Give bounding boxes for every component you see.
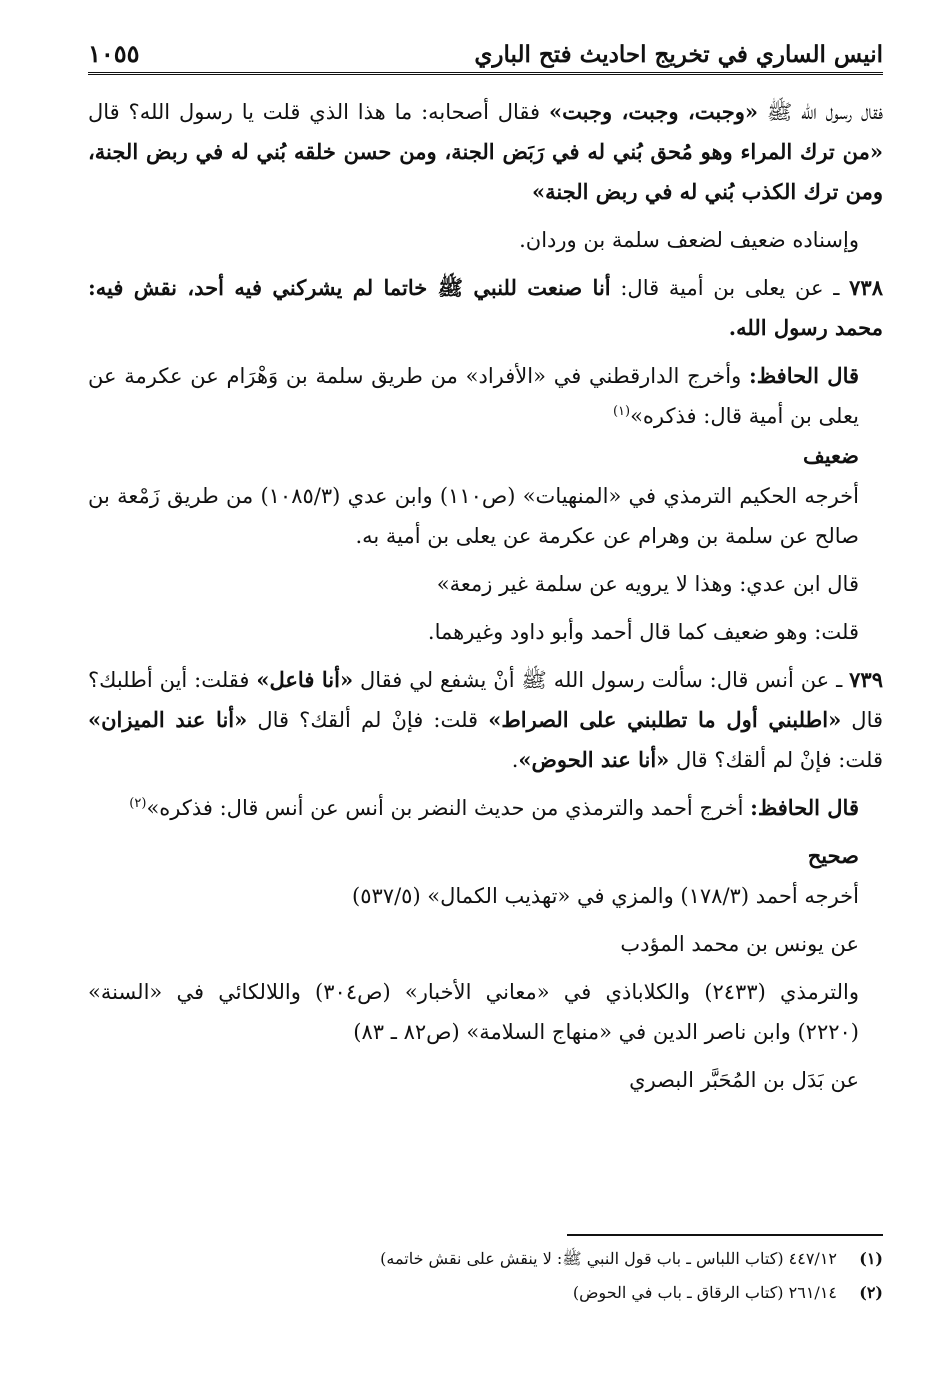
footnote-text: ٤٤٧/١٢ (كتاب اللباس ـ باب قول النبي ﷺ: لا ينقش على نقش خاتمه)	[380, 1249, 837, 1268]
text-span: فقال أصحابه: ما هذا الذي قلت يا رسول الله؟ قال	[88, 100, 549, 124]
footnote-item	[88, 1242, 883, 1276]
hafiz-label: قال الحافظ:	[749, 363, 860, 388]
takhrij-line: عن بَدَل بن المُحَبَّر البصري	[629, 1068, 859, 1092]
footnotes	[88, 1242, 883, 1310]
footnote-ref[interactable]: (١)	[612, 404, 631, 419]
prophetic-saying: «أنا عند الميزان»	[88, 707, 248, 732]
prophetic-saying: «وجبت، وجبت، وجبت»	[548, 99, 758, 124]
takhrij-line: والترمذي (٢٤٣٣) والكلاباذي في «معاني الأخبار» (ص٣٠٤) واللالكائي في «السنة» (٢٢٢٠) وابن ناصر الدين في «منهاج السلامة» (ص٨٢ ـ ٨٣)	[88, 980, 860, 1044]
footnote-number: (١)	[859, 1249, 883, 1268]
text-span: أخرج أحمد والترمذي من حديث النضر بن أنس عن أنس قال: فذكره»	[146, 796, 751, 820]
prophetic-saying: «اطلبني أول ما تطلبني على الصراط»	[488, 707, 842, 732]
prophetic-saying: «أنا فاعل»	[256, 667, 354, 692]
footnote-item	[88, 1276, 883, 1310]
hafiz-comment-739	[88, 788, 883, 828]
text-span: وأخرج الدارقطني في «الأفراد» من طريق سلمة بن وَهْرَام عن عكرمة عن يعلى بن أمية قال: فذكره»	[88, 364, 859, 428]
text-span: قلت: فإنْ لم ألقك؟ قال	[669, 748, 883, 772]
hafiz-comment-738	[88, 356, 883, 436]
page-body	[88, 92, 883, 1100]
prophetic-saying: «من ترك المراء وهو مُحق بُني له في رَبَض الجنة، ومن حسن خلقه بُني له في ربض الجنة، ومن ترك الكذب بُني له في ربض الجنة»	[88, 139, 883, 204]
grade-label: ضعيف	[802, 443, 859, 468]
author-comment: قلت: وهو ضعيف كما قال أحمد وأبو داود وغيرهما.	[427, 620, 859, 644]
running-header	[88, 28, 883, 75]
footnote-ref[interactable]: (٢)	[129, 796, 147, 811]
grade-label: صحيح	[807, 843, 859, 868]
hadith-739	[88, 660, 883, 780]
hadith-text: أنا صنعت للنبي ﷺ خاتما لم يشركني فيه أحد، نقش فيه: محمد رسول الله.	[88, 275, 883, 340]
page-number: ١٠٥٥	[88, 39, 140, 68]
text-span: فقال رسول الله ﷺ	[757, 100, 884, 124]
book-title: انيس الساري في تخريج احاديث فتح الباري	[474, 41, 883, 68]
text-span: ـ عن يعلى بن أمية قال:	[610, 276, 850, 300]
prophetic-saying: «أنا عند الحوض»	[518, 747, 670, 772]
takhrij-738: أخرجه الحكيم الترمذي في «المنهيات» (ص١١٠) وابن عدي (١٠٨٥/٣) من طريق زَمْعة بن صالح عن سلمة بن وهرام عن عكرمة عن يعلى بن أمية به.	[88, 484, 859, 548]
text-span: قلت: فإنْ لم ألقك؟ قال	[247, 708, 489, 732]
text-span: فقلت: أين أطلبك؟ قال	[88, 668, 884, 732]
hadith-738	[88, 268, 883, 348]
text-span: ـ عن أنس قال: سألت رسول الله ﷺ أنْ يشفع لي فقال	[353, 668, 850, 692]
text-span: .	[511, 748, 519, 772]
footnote-number: (٢)	[859, 1283, 883, 1302]
takhrij-line: أخرجه أحمد (١٧٨/٣) والمزي في «تهذيب الكمال» (٥٣٧/٥)	[352, 884, 859, 908]
isnad-note: وإسناده ضعيف لضعف سلمة بن وردان.	[519, 228, 859, 252]
hadith-number: ٧٣٩	[849, 667, 883, 692]
hadith-number: ٧٣٨	[849, 275, 883, 300]
footnote-text: ٢٦١/١٤ (كتاب الرقاق ـ باب في الحوض)	[572, 1283, 837, 1302]
takhrij-line: عن يونس بن محمد المؤدب	[620, 932, 859, 956]
hafiz-label: قال الحافظ:	[750, 795, 859, 820]
footnote-divider	[567, 1234, 883, 1236]
intro-paragraph	[88, 92, 883, 212]
ibn-adi-comment: قال ابن عدي: وهذا لا يرويه عن سلمة غير زمعة»	[436, 572, 859, 596]
